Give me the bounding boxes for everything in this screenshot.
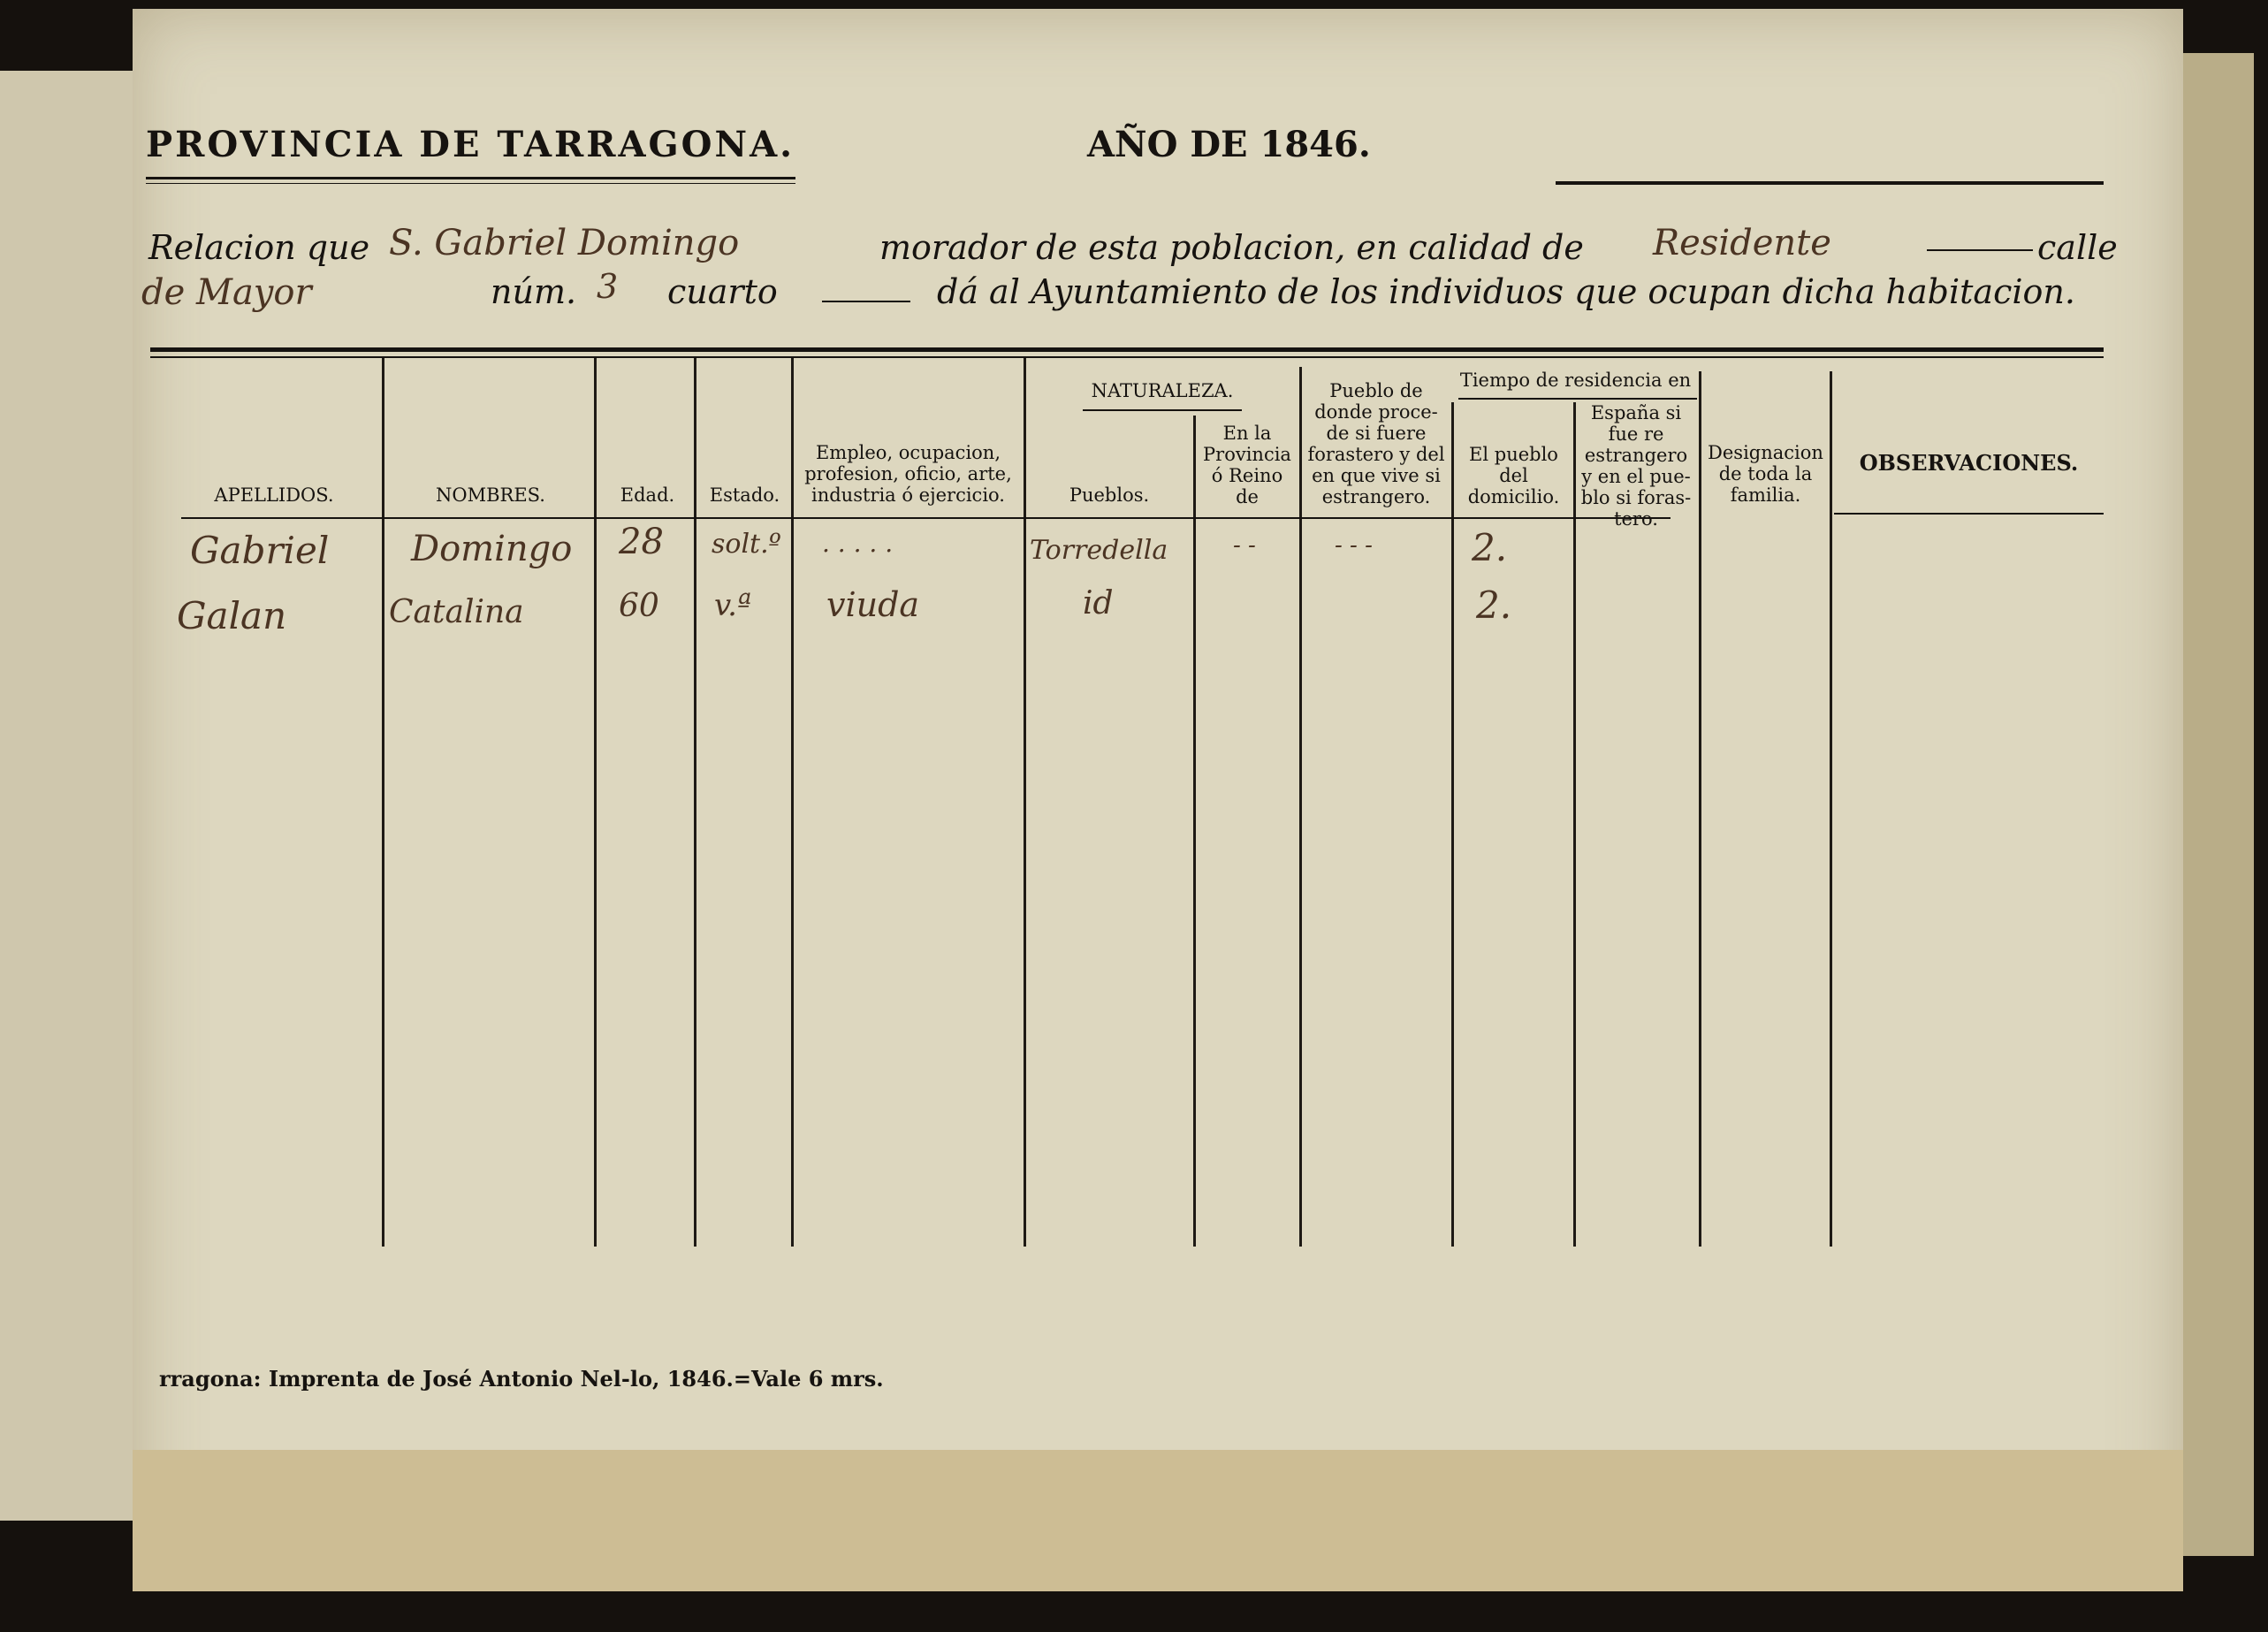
year-prefix: AÑO DE xyxy=(1087,124,1248,165)
header-espana: España si fue re estrangero y en el pue- blo si foras- tero. xyxy=(1580,402,1692,530)
province-title: PROVINCIA DE TARRAGONA. xyxy=(146,124,795,165)
relacion-intro: Relacion que xyxy=(148,228,370,267)
header-provincia: En la Provincia ó Reino de xyxy=(1203,423,1291,507)
street-value: de Mayor xyxy=(141,272,312,313)
year-value: 1846. xyxy=(1260,124,1371,165)
row1-provincia: - - xyxy=(1233,532,1256,559)
relacion-end: dá al Ayuntamiento de los individuos que ocupan dicha habitacion. xyxy=(937,272,2075,311)
printer-imprint: rragona: Imprenta de José Antonio Nel-lo, 1846.=Vale 6 mrs. xyxy=(159,1366,884,1392)
row2-domicilio: 2. xyxy=(1476,583,1512,627)
row1-domicilio: 2. xyxy=(1472,526,1508,569)
header-empleo: Empleo, ocupacion, profesion, oficio, arte, industria ó ejercicio. xyxy=(804,442,1012,506)
col-divider xyxy=(694,358,696,1247)
col-divider xyxy=(382,358,384,1247)
header-naturaleza: NATURALEZA. xyxy=(1091,380,1234,401)
row2-estado: v.ª xyxy=(714,588,752,623)
row1-pueblos: Torredella xyxy=(1030,535,1168,566)
header-nombres: NOMBRES. xyxy=(436,484,545,506)
relacion-cuarto: cuarto xyxy=(667,272,778,311)
header-pueblos: Pueblos. xyxy=(1069,484,1150,506)
naturaleza-underline xyxy=(1083,409,1242,411)
calidad-value: Residente xyxy=(1653,223,1831,263)
header-estado: Estado. xyxy=(709,484,780,506)
col-divider xyxy=(1830,371,1832,1247)
header-designacion: Designacion de toda la familia. xyxy=(1708,442,1823,506)
row1-apellidos: Gabriel xyxy=(190,529,330,572)
table-top-rule xyxy=(150,347,2104,352)
col-divider xyxy=(1024,358,1026,1247)
header-underline xyxy=(1834,513,2104,515)
row2-edad: 60 xyxy=(619,588,659,624)
row1-edad: 28 xyxy=(619,522,664,562)
header-procede: Pueblo de donde proce- de si fuere forastero y del en que vive si estrangero. xyxy=(1307,380,1445,507)
relacion-mid: morador de esta poblacion, en calidad de xyxy=(879,228,1584,267)
title-underline-left-thin xyxy=(146,183,795,184)
page-fold xyxy=(133,1450,2183,1591)
header-domicilio: El pueblo del domicilio. xyxy=(1467,444,1560,507)
year-title xyxy=(1087,124,1371,165)
col-divider xyxy=(1193,416,1196,1247)
relacion-calle: calle xyxy=(2037,228,2118,267)
cuarto-line xyxy=(822,301,910,302)
calidad-line xyxy=(1927,249,2033,251)
col-divider xyxy=(594,358,597,1247)
table-top-rule-thin xyxy=(150,356,2104,358)
declarant-name: S. Gabriel Domingo xyxy=(389,223,740,263)
col-divider xyxy=(1573,402,1576,1247)
row2-empleo: viuda xyxy=(826,585,920,624)
row1-procede: - - - xyxy=(1335,532,1373,559)
col-divider xyxy=(1699,371,1701,1247)
row1-empleo: . . . . . xyxy=(822,529,894,558)
title-underline-right xyxy=(1556,181,2104,185)
row2-pueblos: id xyxy=(1083,585,1114,622)
underlying-page xyxy=(0,71,155,1521)
header-observaciones: OBSERVACIONES. xyxy=(1859,450,2079,476)
header-edad: Edad. xyxy=(620,484,675,506)
header-underline xyxy=(181,517,1671,519)
row1-nombres: Domingo xyxy=(411,529,573,569)
col-divider xyxy=(1299,367,1302,1247)
tiempo-underline xyxy=(1458,398,1697,400)
number-value: 3 xyxy=(597,267,619,306)
header-apellidos: APELLIDOS. xyxy=(214,484,334,506)
header-tiempo: Tiempo de residencia en xyxy=(1459,370,1692,391)
col-divider xyxy=(1451,402,1454,1247)
row1-estado: solt.º xyxy=(712,529,781,560)
title-underline-left xyxy=(146,177,795,179)
row2-apellidos: Galan xyxy=(177,594,287,637)
col-divider xyxy=(791,358,794,1247)
relacion-num: núm. xyxy=(491,272,577,311)
row2-nombres: Catalina xyxy=(389,594,524,630)
